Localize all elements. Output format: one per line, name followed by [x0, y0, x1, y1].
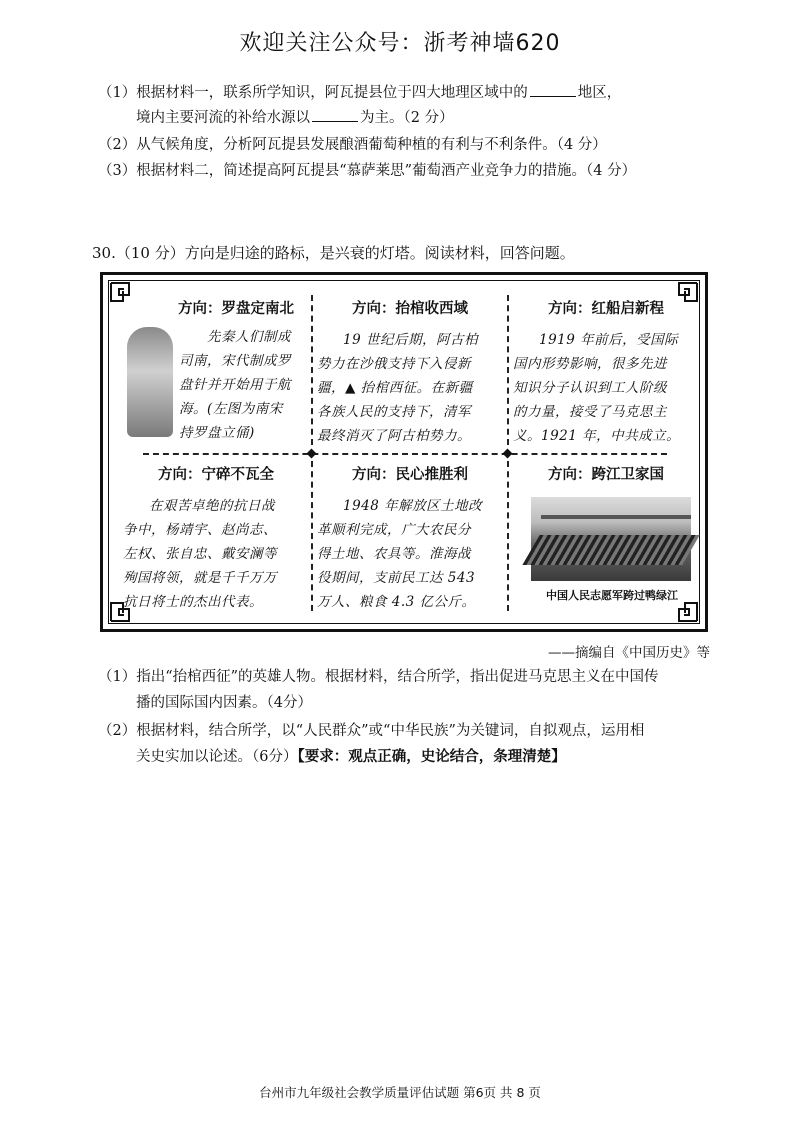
q29-part2: （2）从气候角度，分析阿瓦提县发展酿酒葡萄种植的有利与不利条件。（4 分） [98, 137, 607, 153]
page-footer: 台州市九年级社会教学质量评估试题 第6页 共 8 页 [259, 1085, 541, 1100]
card-title: 方向：民心推胜利 [352, 467, 468, 483]
q30-part2-line2 [136, 744, 566, 770]
card-body [123, 494, 309, 614]
card-line: 1919 年前后，受国际 [539, 332, 679, 348]
card-line: 抗日将士的杰出代表。 [123, 594, 263, 610]
card-line: 持罗盘立俑) [179, 425, 255, 441]
q29-part1-text-a: （1）根据材料一，联系所学知识，阿瓦提县位于四大地理区域中的 [98, 85, 528, 101]
material-card-yalu-river [513, 463, 699, 494]
material-card-red-boat [513, 297, 699, 448]
card-line: 革顺利完成，广大农民分 [317, 522, 471, 538]
card-title: 方向：跨江卫家国 [548, 467, 664, 483]
material-frame [100, 272, 708, 632]
card-line: 役期间，支前民工达 543 [317, 570, 476, 586]
answer-blank [530, 82, 576, 97]
card-line: 义。1921 年，中共成立。 [513, 428, 681, 444]
q29-part1-text-d: 为主。（2 分） [360, 110, 454, 126]
material-card-people-support [317, 463, 503, 614]
troops-shape [522, 535, 699, 565]
card-line: 先秦人们制成 [207, 329, 291, 345]
card-line: 的力量，接受了马克思主 [513, 404, 667, 420]
q29-part3: （3）根据材料二，简述提高阿瓦提县“慕萨莱思”葡萄酒产业竞争力的措施。（4 分） [98, 163, 637, 179]
card-body [179, 325, 309, 445]
material-card-xinjiang [317, 297, 503, 448]
card-line: 得土地、农具等。淮海战 [317, 546, 471, 562]
page-header: 欢迎关注公众号：浙考神墙620 [239, 31, 561, 56]
divider [311, 461, 313, 611]
q30-part1-line2: 播的国际国内因素。（4分） [136, 695, 312, 711]
bridge-shape [541, 515, 691, 519]
card-line: 万人、粮食 4.3 亿公斤。 [317, 594, 476, 610]
q29-part1-text-c: 境内主要河流的补给水源以 [136, 110, 310, 126]
card-line: 知识分子认识到工人阶级 [513, 380, 667, 396]
card-line: 争中，杨靖宇、赵尚志、 [123, 522, 277, 538]
q29-part1-cont [136, 105, 454, 131]
divider [311, 295, 313, 445]
card-title: 方向：抬棺收西域 [352, 301, 468, 317]
card-line: 在艰苦卓绝的抗日战 [149, 498, 275, 514]
divider [507, 295, 509, 445]
q30-title: 30.（10 分）方向是归途的路标，是兴衰的灯塔。阅读材料，回答问题。 [92, 244, 575, 262]
yalu-river-photo [531, 497, 691, 581]
q29-part1-text-b: 地区， [577, 85, 622, 101]
card-line: 司南，宋代制成罗 [179, 353, 291, 369]
card-line: 殉国将领，就是千千万万 [123, 570, 277, 586]
divider [143, 453, 667, 455]
material-card-compass [123, 297, 309, 328]
card-line: 左权、张自忠、戴安澜等 [123, 546, 277, 562]
card-line: 最终消灭了阿古柏势力。 [317, 428, 471, 444]
card-line: 疆，▲ 抬棺西征。在新疆 [317, 380, 473, 396]
card-title: 方向：红船启新程 [548, 301, 664, 317]
card-line: 国内形势影响，很多先进 [513, 356, 667, 372]
photo-caption: 中国人民志愿军跨过鸭绿江 [546, 589, 678, 602]
statue-image [127, 327, 173, 437]
card-body [513, 328, 699, 448]
material-card-anti-japanese [123, 463, 309, 614]
q30-requirements: 【要求：观点正确，史论结合，条理清楚】 [297, 748, 566, 765]
q29-part1 [98, 80, 621, 106]
card-title: 方向：罗盘定南北 [178, 301, 294, 317]
card-line: 海。(左图为南宋 [179, 401, 283, 417]
q30-part2-text: 关史实加以论述。（6分） [136, 749, 298, 765]
card-line: 19 世纪后期，阿古柏 [343, 332, 478, 348]
material-source: ——摘编自《中国历史》等 [548, 645, 710, 661]
q30-part2-line1: （2）根据材料，结合所学，以“人民群众”或“中华民族”为关键词，自拟观点，运用相 [98, 723, 645, 739]
card-title: 方向：宁碎不瓦全 [158, 467, 274, 483]
card-line: 盘针并开始用于航 [179, 377, 291, 393]
divider [507, 461, 509, 611]
card-line: 势力在沙俄支持下入侵新 [317, 356, 471, 372]
card-body [317, 328, 503, 448]
card-line: 1948 年解放区土地改 [343, 498, 483, 514]
q30-part1-line1: （1）指出“抬棺西征”的英雄人物。根据材料，结合所学，指出促进马克思主义在中国传 [98, 669, 659, 685]
card-body [317, 494, 503, 614]
answer-blank [312, 107, 358, 122]
card-line: 各族人民的支持下，清军 [317, 404, 471, 420]
